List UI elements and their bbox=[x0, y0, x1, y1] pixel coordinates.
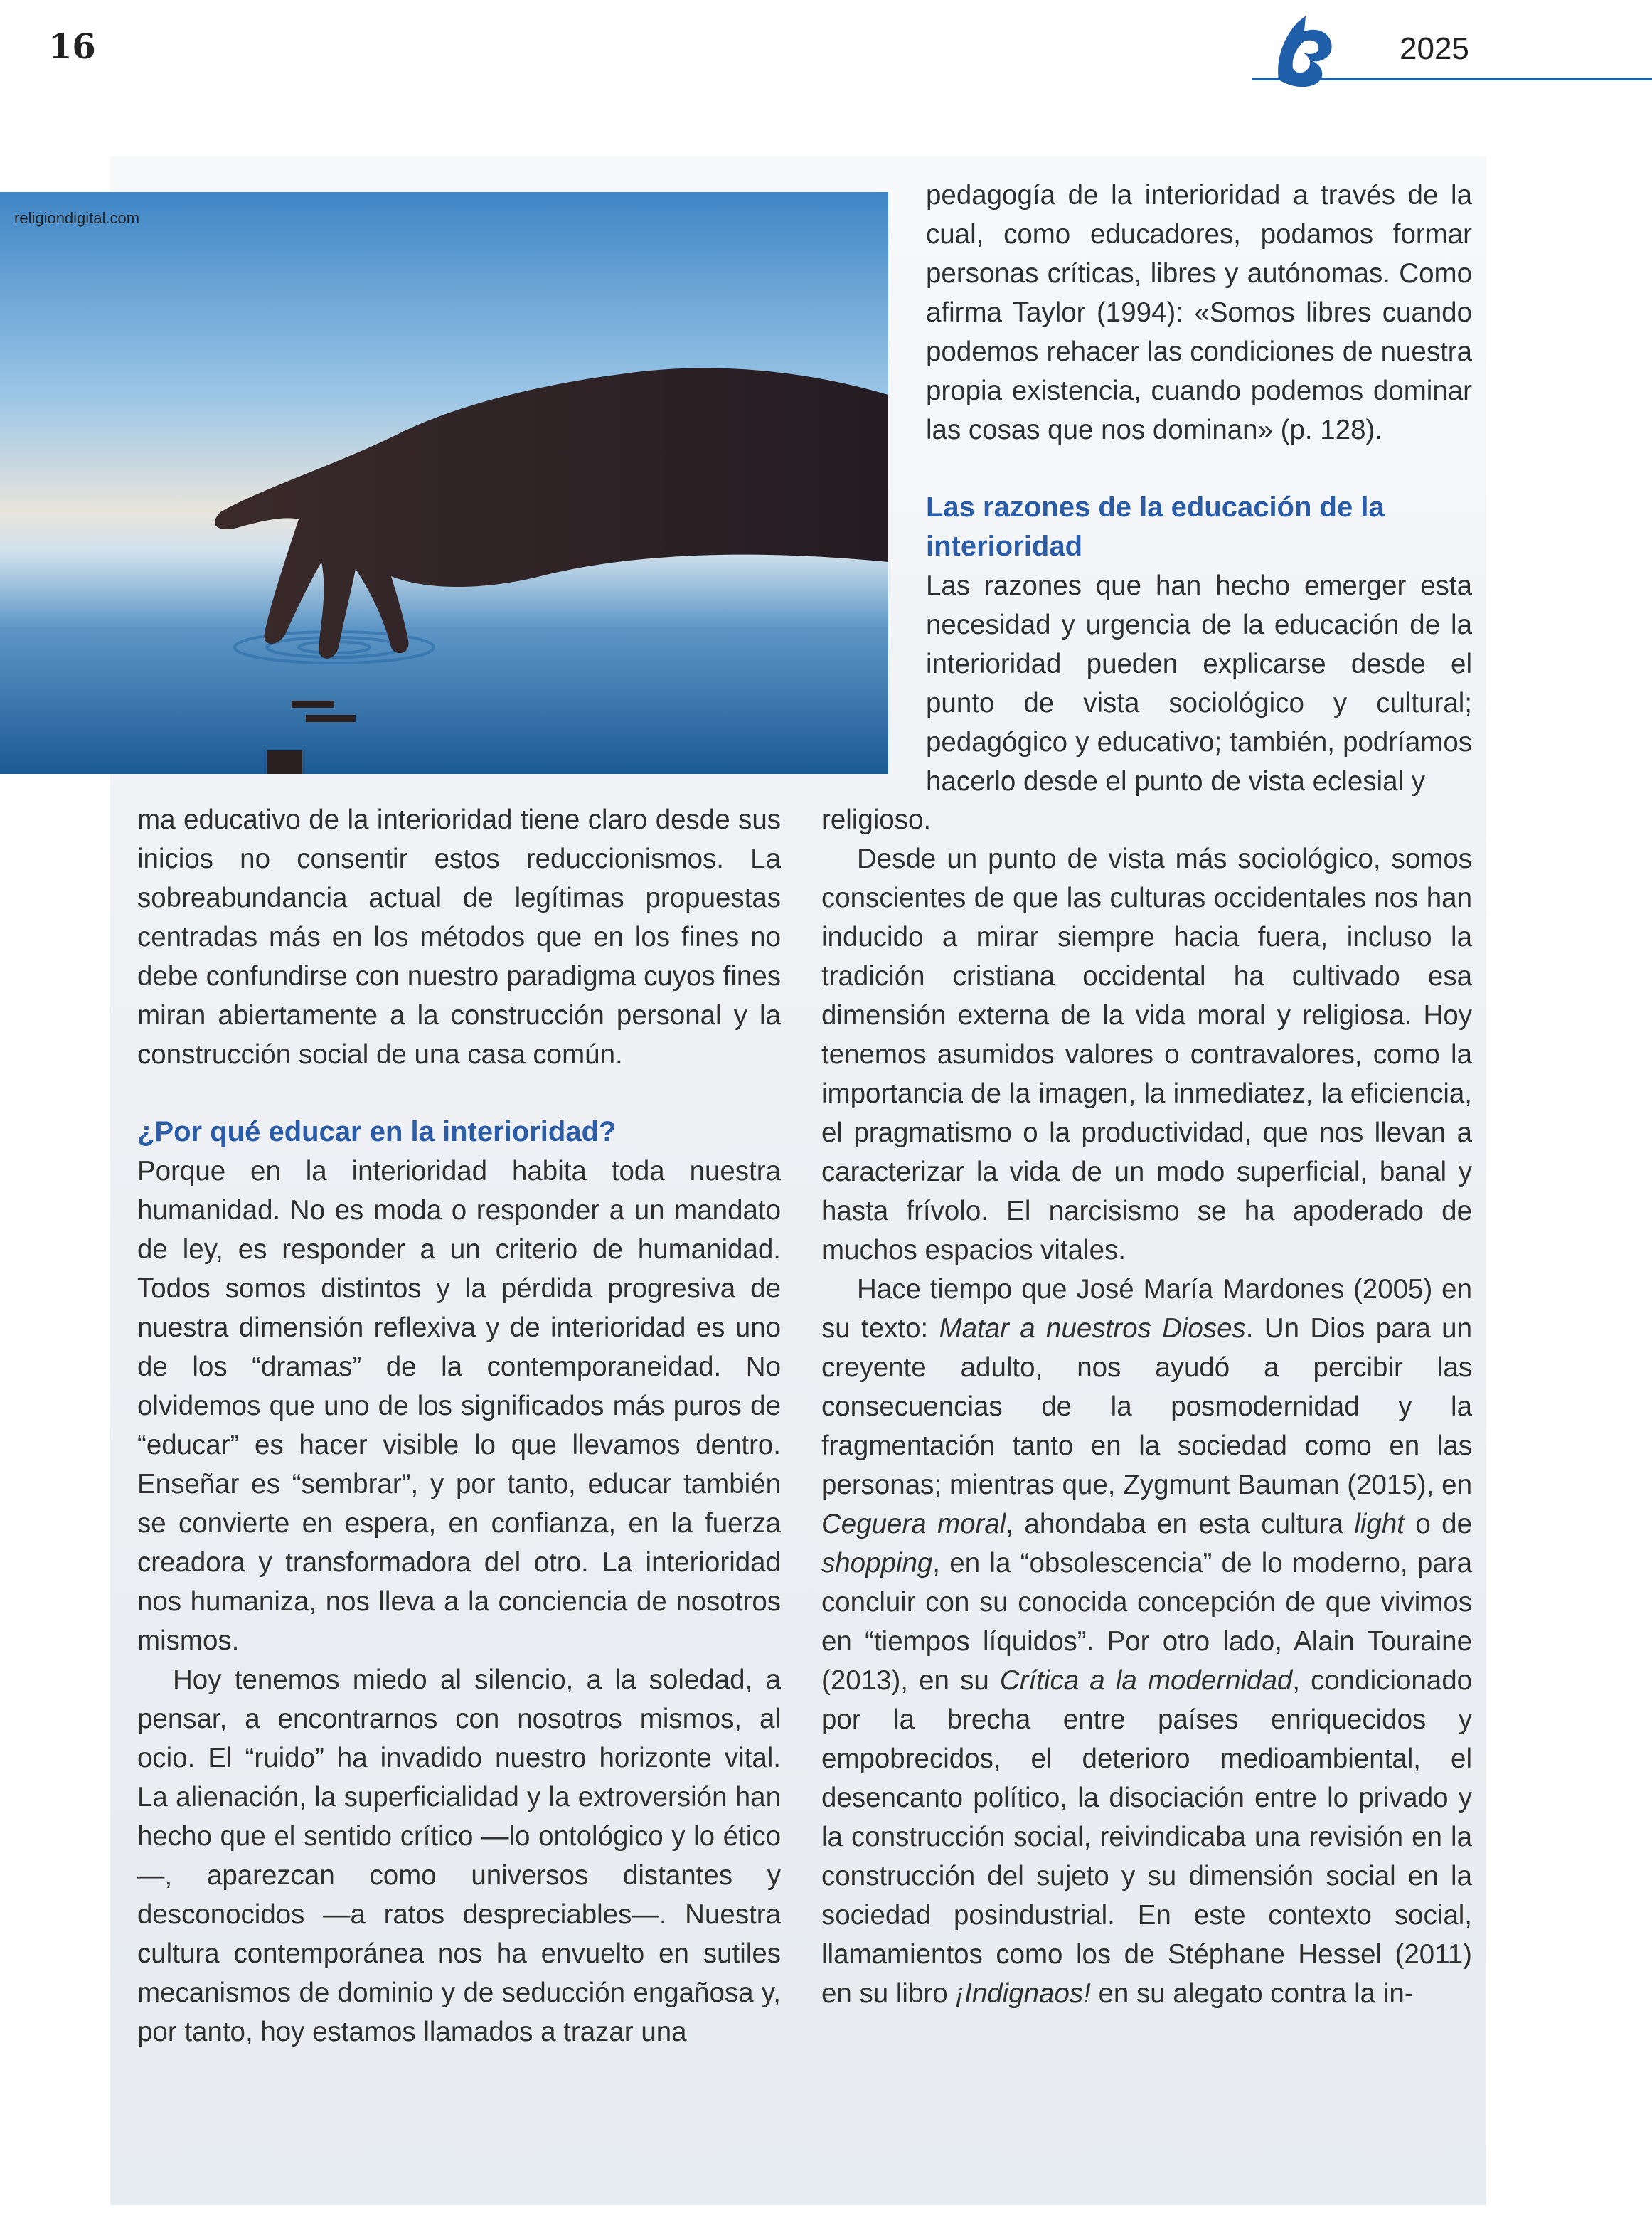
text-run: , ahondaba en esta cultura bbox=[1006, 1509, 1355, 1539]
paragraph-pedagogia: pedagogía de la interioridad a través de la cual, como educadores, podamos formar personas críticas, libres y autónomas. Como afirma Taylor (1994): «Somos libres cuando podemos rehacer las condiciones de nuestra propia existencia, cuando podemos dominar las cosas que nos dominan» (p. 128). bbox=[926, 180, 1472, 445]
article-photo bbox=[0, 192, 888, 774]
text-run: , condicionado por la brecha entre países enriquecidos y empobrecidos, el deterioro medioambiental, el desencanto político, la disociación entre lo privado y la construcción social, reivindicaba una revisión en la construcción del sujeto y su dimensión social en la sociedad posindustrial. En este contexto social, llamamientos como los de Stéphane Hessel (2011) en su libro bbox=[821, 1665, 1473, 2009]
left-column bbox=[137, 800, 781, 2052]
paragraph-razones: Las razones que han hecho emerger esta necesidad y urgencia de la educación de la interioridad pueden explicarse desde el punto de vista sociológico y cultural; pedagógico y educativo; también, podríamos hacerlo desde el punto de vista eclesial y bbox=[926, 571, 1472, 797]
right-column-top bbox=[926, 176, 1472, 801]
paragraph-humanidad: Porque en la interioridad habita toda nuestra humanidad. No es moda o responder a un mandato de ley, es responder a un criterio de humanidad. Todos somos distintos y la pérdida progresiva de nuestra dimensión reflexiva y de interioridad es uno de los “dramas” de la contemporaneidad. No olvidemos que uno de los significados más puros de “educar” es hacer visible lo que llevamos dentro. Enseñar es “sembrar”, y por tanto, educar también se convierte en espera, en confianza, en la fuerza creadora y transformadora del otro. La interioridad nos humaniza, nos lleva a la conciencia de nosotros mismos. bbox=[137, 1156, 781, 1656]
text-run: en su alegato contra la in- bbox=[1090, 1978, 1414, 2009]
paragraph-silencio: Hoy tenemos miedo al silencio, a la soledad, a pensar, a encontrarnos con nosotros mismos, al ocio. El “ruido” ha invadido nuestro horizonte vital. La alienación, la superficialidad y la extroversión han hecho que el sentido crítico —lo ontológico y lo ético—, aparezcan como universos distantes y desconocidos —a ratos despreciables—. Nuestra cultura contemporánea nos ha envuelto en sutiles mecanismos de dominio y de seducción engañosa y, por tanto, hoy estamos llamados a trazar una bbox=[137, 1665, 781, 2047]
book-title-ceguera: Ceguera moral bbox=[821, 1509, 1006, 1539]
hand-over-water-image bbox=[0, 192, 888, 774]
text-run: Hace tiempo que José María Mardones (2005) en su texto: bbox=[821, 1274, 1472, 1344]
book-title-matar: Matar a nuestros Dioses bbox=[939, 1313, 1246, 1344]
paragraph-religioso-end: religioso. bbox=[821, 805, 932, 835]
header-rule bbox=[1252, 78, 1652, 80]
term-shopping: shopping bbox=[821, 1548, 933, 1578]
paragraph-sociologico: Desde un punto de vista más sociológico, somos conscientes de que las culturas occidentales nos han inducido a mirar siempre hacia fuera, incluso la tradición cristiana occidental ha cultivado esa dimensión externa de la vida moral y religiosa. Hoy tenemos asumidos valores o contravalores, como la importancia de la imagen, la inmediatez, la eficiencia, el pragmatismo o la productividad, que nos llevan a caracterizar la vida de un modo superficial, banal y hasta frívolo. El narcisismo se ha apoderado de muchos espacios vitales. bbox=[821, 844, 1472, 1265]
page-number: 16 bbox=[48, 27, 96, 67]
term-light: light bbox=[1354, 1509, 1405, 1539]
section-heading-por-que: ¿Por qué educar en la interioridad? bbox=[137, 1116, 617, 1147]
paragraph-mardones bbox=[821, 1270, 1472, 2013]
paragraph-paradigma: ma educativo de la interioridad tiene claro desde sus inicios no consentir estos reduccionismos. La sobreabundancia actual de legítimas propuestas centradas más en los métodos que en los fines no debe confundirse con nuestro paradigma cuyos fines miran abiertamente a la construcción personal y la construcción social de una casa común. bbox=[137, 805, 781, 1070]
spacer bbox=[926, 450, 1472, 488]
spacer bbox=[137, 1074, 781, 1113]
book-title-indignaos: ¡Indignaos! bbox=[955, 1978, 1091, 2009]
text-run: . Un Dios para un creyente adulto, nos ayudó a percibir las consecuencias de la posmodernidad y la fragmentación tanto en la sociedad como en las personas; mientras que, Zygmunt Bauman (2015), en bbox=[821, 1313, 1472, 1500]
magazine-logo-icon bbox=[1263, 10, 1341, 88]
section-heading-razones: Las razones de la educación de la interioridad bbox=[926, 492, 1385, 562]
year-label: 2025 bbox=[1400, 31, 1469, 66]
photo-credit: religiondigital.com bbox=[14, 209, 140, 227]
book-title-critica: Crítica a la modernidad bbox=[999, 1665, 1293, 1696]
right-column-bottom bbox=[821, 800, 1472, 2013]
text-run: o de bbox=[1405, 1509, 1473, 1539]
text-run: , en la “obsolescencia” de lo moderno, para concluir con su conocida concepción de que vivimos en “tiempos líquidos”. Por otro lado, Alain Touraine (2013), en su bbox=[821, 1548, 1472, 1696]
